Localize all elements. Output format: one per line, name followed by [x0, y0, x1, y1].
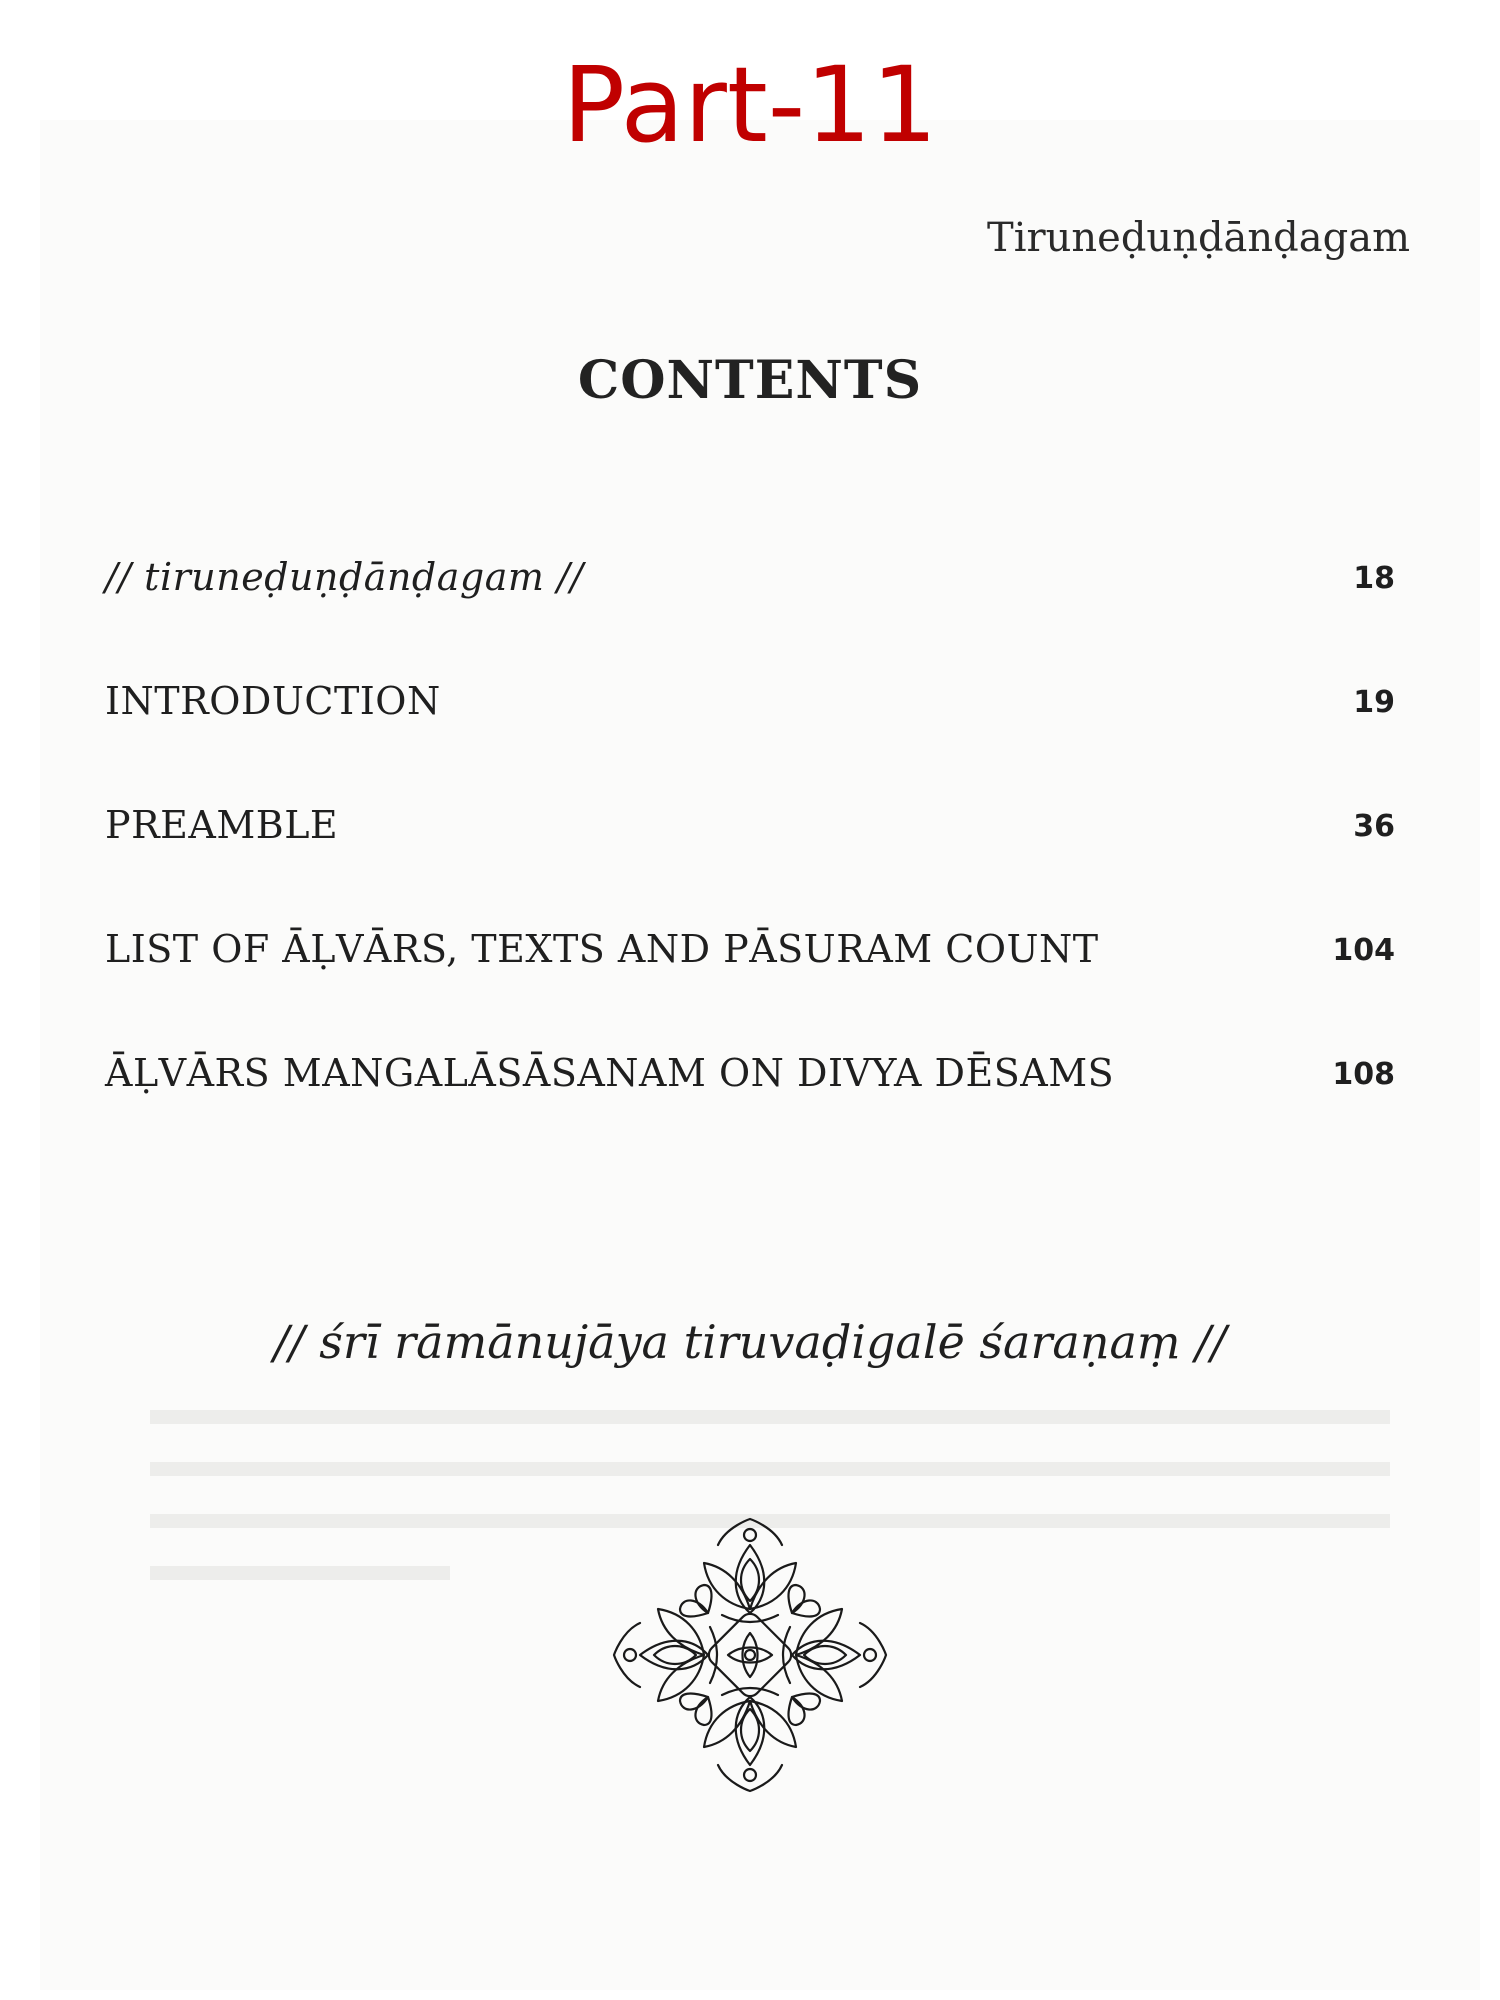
toc-entry-title: PREAMBLE — [105, 803, 339, 847]
toc-entry-page: 36 — [1353, 809, 1395, 844]
invocation-line: // śrī rāmānujāya tiruvaḍigalē śaraṇaṃ // — [273, 1315, 1227, 1369]
toc-entry-title: // tiruneḍuṇḍānḍagam // — [105, 555, 584, 599]
toc-entry[interactable] — [105, 803, 1395, 927]
toc-entry-page: 18 — [1353, 561, 1395, 596]
toc-entry-title: ĀḶVĀRS MANGALĀSĀSANAM ON DIVYA DĒSAMS — [105, 1051, 1115, 1095]
toc-entry[interactable] — [105, 555, 1395, 679]
running-head: Tiruneḍuṇḍānḍagam — [987, 215, 1410, 261]
toc-entry-page: 108 — [1332, 1057, 1395, 1092]
lotus-cross-ornament-icon — [600, 1505, 900, 1805]
contents-heading: CONTENTS — [577, 350, 923, 411]
toc-entry[interactable] — [105, 927, 1395, 1051]
table-of-contents — [105, 555, 1395, 1175]
part-label: Part-11 — [562, 44, 938, 166]
toc-entry-page: 19 — [1353, 685, 1395, 720]
toc-entry-title: LIST OF ĀḶVĀRS, TEXTS AND PĀSURAM COUNT — [105, 927, 1099, 971]
toc-entry[interactable] — [105, 1051, 1395, 1175]
toc-entry-title: INTRODUCTION — [105, 679, 441, 723]
toc-entry-page: 104 — [1332, 933, 1395, 968]
toc-entry[interactable] — [105, 679, 1395, 803]
